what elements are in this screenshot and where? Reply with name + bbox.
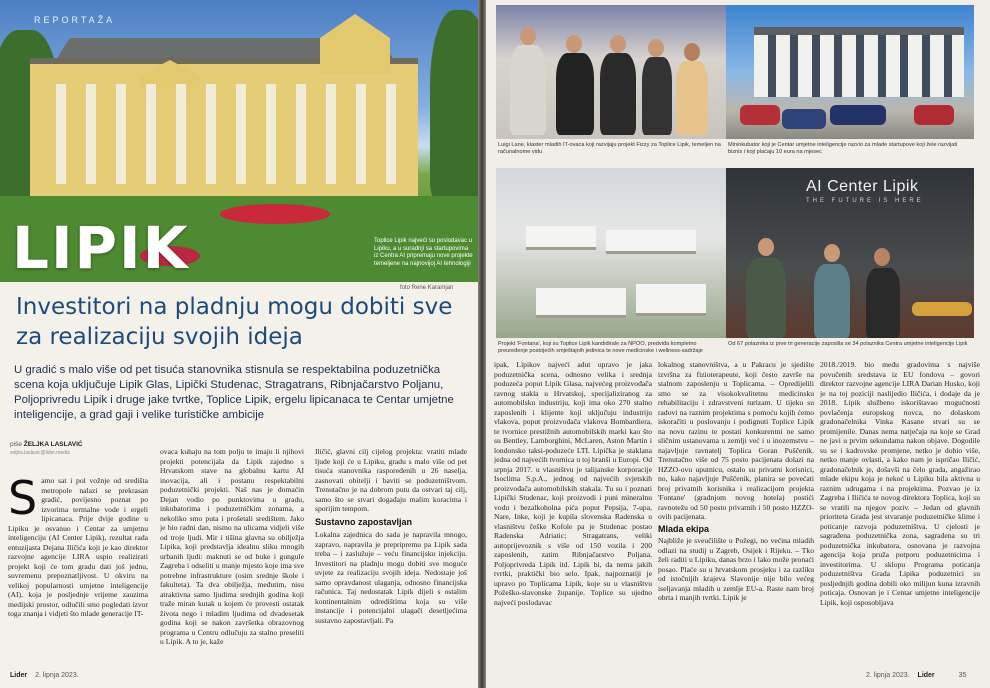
ai-center-slogan: THE FUTURE IS HERE — [806, 198, 924, 204]
person-head — [648, 39, 664, 57]
person-head — [758, 238, 774, 256]
render-building — [606, 230, 696, 254]
person — [866, 268, 900, 338]
render-building — [636, 284, 706, 316]
photo-it-team — [496, 5, 726, 139]
car — [914, 105, 954, 125]
photo-fontana-render — [496, 168, 726, 338]
footer-date: 2. lipnja 2023. — [35, 672, 79, 679]
person — [676, 61, 708, 135]
person-head — [566, 35, 582, 53]
person — [814, 264, 850, 338]
photo-caption: Od 67 polaznika iz prve tri generacije zaposlila se 34 polaznika Centra umjetne inteligencije Lipik — [728, 341, 968, 347]
subheading: Mlada ekipa — [658, 523, 710, 534]
body-text: Najbliže je sveučilište u Požegi, no većina mladih odlazi na studij u Zagreb, Osijek i Rijeku. – Tko želi raditi u Lipiku, danas brzo i lako može pronaći posao. Plaće su u hrvatskom prosjeku i za razliku od istočnijih krajeva Slavonije nije bilo većeg iseljavanja mladih u zemlje EU-a. Raste nam broj obrta i manjih tvrtki. Lipik je — [658, 536, 814, 602]
footer-right — [866, 672, 966, 679]
byline-author: ŽELJKA LASLAVIĆ — [23, 441, 83, 448]
render-building — [536, 288, 626, 318]
ai-center-title: AI Center Lipik — [806, 178, 919, 195]
person-head — [684, 43, 700, 61]
byline — [10, 441, 83, 448]
lede: U gradić s malo više od pet tisuća stanovnika stisnula se respektabilna poduzetnička scena koja uključuje Lipik Glas, Lipički Studenac, Stragatrans, Ribnjačarstvo Poljanu, Poljoprivredu Lipik i druge jake tvrtke, Toplice Lipik, ergelu lipicanaca te Centar umjetne inteligencije, a grad gaji i velike turističke ambicije — [14, 364, 454, 421]
person — [510, 45, 546, 135]
person-head — [610, 35, 626, 53]
body-text: ipak, Lipikov najveći adut upravo je jaka poduzetnička scena, odnosno velika i srednja poduzeća poput Lipik Glasa, najvećeg proizvođača ravnog stakla u Hrvatskoj, specijaliziranog za automobilsku industriju, koji ima oko 270 stalno zaposlenih i klijente koji uključuju industriju vlakova, poput proizvođača vlakova Bombardiera, te tvornice prestižnih automobilskih marki kao što su Bentley, Lamborghini, McLaren, Aston Martin i londonsko taksi-poduzeće LTI. Lipička je staklana jedna od najvećih tvornica u toj branši u Europi. Od srpnja 2017. u vlasništvu je talijanske korporacije Isoclima S.p.A., jednog od najvećih svjetskih proizvođača automobilskih stakala. Tu su i poznati Lipički Studenac, koji proizvodi i puni mineralnu vodu i bezalkoholna pića poput Pepsija, 7-upa, Nare, Inke, koji je kupila slovenska Radenska u vlasništvu češke Kofole pa je Studenac postao Radenska Adriatic; Stragatrans, veliki autoprijevoznik s više od 150 vozila i 200 zaposlenih, zatim Ribnjačarstvo Poljana, Poljoprivreda Lipik itd. Lipik bi, da nema jakih tvrtki, praktički bio selo. Ipak, najpoznatiji je upravo po Toplicama Lipik, koje su u vlasništvu Požeško-slavonske županije. Toplice su ujedno najveći poslodavac — [494, 360, 652, 607]
photo-caption: Projekt 'Fontana', koji su Toplice Lipik kandidirale za NPOO, predviđa kompletno preuređenje postojećih smještajnih jedinica te nove medicinske i wellness-sadržaje — [498, 341, 703, 354]
building — [754, 27, 964, 97]
drop-cap: S — [8, 476, 38, 525]
person — [746, 258, 786, 338]
photo-mini-incubator — [726, 5, 974, 139]
body-column-6 — [820, 360, 980, 670]
building-tower — [320, 14, 390, 74]
body-text: ovaca kuhaju na tom polju te imaju li njihovi projekti potencijala da Lipik zajedno s Hrvatskom stave na globalnu kartu AI inovacija, ali i postanu respektabilni poduzetnički projekti. Naš nas je domaćin Dejan vodio po punktovima u gradu, inkubatorima i poduzetničkim zonama, a nekoliko smo puta i prošetali središtem. Jako je bio radni dan, nismo na ulicama vidjeli više od troje ljudi. Mir i tišina glavna su obilježja Lipika, koji predstavlja idealnu sliku mnogih urbanih ljudi: maknuti se od buke i gungule Zagreba i odseliti u manje mjesto koje ima sve potrebne infrastrukture (osim srednje škole i fakulteta). Ta dva obilježja, međutim, nisu atraktivna samo ljudima srednjih godina koji traže miran kutak u kojem će provesti ostatak života nego i mladim ljudima od dvadesetak godina koji se nakon završetka obrazovnog programa u Centru odlučuju za stalno preseliti u Lipik. A to je, kaže — [160, 447, 304, 646]
photo-caption: Luigi Lane, klaster mladih IT-ovaca koji razvijaju projekt Fizzy za Toplice Lipik, temeljen na računalnome vidu — [498, 142, 721, 155]
windows — [44, 84, 404, 184]
photo-credit: foto Rene Karamjan — [400, 285, 454, 291]
tree — [430, 10, 478, 200]
body-column-3 — [315, 447, 467, 669]
page-number: 35 — [958, 672, 967, 679]
body-text: Iličić, glavni cilj cijelog projekta: vratiti mlade ljude koji će u Lipiku, gradu s malo više od pet tisuća stanovnika raspoređenih u 26 naselja, zasnovati obitelji i baviti se poduzetništvom. Trenutačno je na dobrom putu da ostvari taj cilj, samo što se stvari događaju malim koracima i sporijim tempom. — [315, 447, 467, 513]
body-column-2 — [160, 447, 304, 669]
car — [782, 109, 826, 129]
person — [642, 57, 672, 135]
footer-left — [10, 672, 79, 679]
body-text: lokalnog stanovništva, a u Pakracu je sjedište izvršna za fizioterapeute, koji često završe na stalnom zaposlenju u Toplicama. – Opredijelili smo se za visokokvalitetnu medicinsku rehabilitaciju i zdravstveni turizam. U tijeku su radovi na raznim projektima s pomoću kojih ćemo iskoračiti u poslovanju i podignuti Toplice Lipik na novu razinu te postati konkurentni ne samo sličnim ustanovama u zemlji već i u inozemstvu – najavljuje ravnatelj Toplica Goran Puščenik. Trenutačno više od 75 posto pacijenata dolazi na HZZO-ovu uputnicu, ostalo su privatni korisnici, no, kako najavljuje Puščenik, planira se povećati broj privatnih korisnika i realizacijom projekta 'Fontane' (gradnjom novog hotela) postići ravnotežu od 50 posto privatnih i 50 posto HZZO-ovih pacijenata. — [658, 360, 814, 521]
car — [830, 105, 886, 125]
section-label: REPORTAŽA — [34, 15, 116, 25]
person-head — [824, 244, 840, 262]
body-column-1 — [8, 476, 148, 666]
person — [600, 53, 636, 135]
footer-date: 2. lipnja 2023. — [866, 672, 910, 679]
photo-ai-center — [726, 168, 974, 338]
person-head — [520, 27, 536, 45]
byline-email: zeljka.laslavic@lider.media — [10, 450, 70, 456]
flower-bed — [220, 204, 330, 224]
table — [912, 302, 972, 316]
spine — [478, 0, 486, 688]
right-page — [486, 0, 990, 688]
headline: Investitori na pladnju mogu dobiti sve za realizaciju svojih ideja — [16, 294, 453, 350]
body-text: Lokalna zajednica do sada je napravila mnogo, zapravo, napravila je prepripremu pa Lipik sada treba – i zaslužuje – veću financijsku injekciju. Investitori na pladnju mogu dobiti sve moguće uvjete za realizaciju svojih ideja. Nedostaje još samo opravdanost ulaganja, odnosno financijska računica. Taj nedostatak Lipik dijeli s ostalim kontinentalnim odredištima koja su više instancije i potencijalni ulagači desetljećima sustavno zapostavljali. Pa — [315, 530, 467, 625]
subheading: Sustavno zapostavljan — [315, 516, 413, 527]
article-title: LIPIK — [12, 214, 190, 282]
hero-caption: Toplice Lipik najveći su poslodavac u Lipiku, a u suradnji sa startupovima iz Centra AI pripremaju nove projekte temeljene na najnovijoj AI tehnologiji — [374, 238, 473, 267]
footer-brand: Lider — [10, 672, 28, 679]
person-head — [874, 248, 890, 266]
body-column-5 — [658, 360, 814, 670]
body-text: 2018./2019. bio među gradovima s najviše povučenih sredstava iz EU fondova – govori direktor razvojne agencije LIRA Darian Husko, koji je na toj poziciji naslijedio Iličića, i dodaje da je 2018. Lipik službeno iskorištavao mogućnosti povlačenja europskog novca, no dolaskom gradonačelnika Vinka Kasane stvari su se promijenile. Danas nema natječaja na koje se Grad ne javi u prvim sekundama nakon objave. Dogodile su se i kadrovske promjene, netko je dobio više, netko manje ovlasti, a kako nam je ispričao Iličić, gradonačelnik je, došavši na čelo grada, angažirao mlade ekipu koja je nekoć u Lipiku bila aktivna u raznim udrugama i na projektima. Pozvao je iz Zagreba i Iličića te novog direktora Toplica, koji su se vratili na njegov poziv. – Jedan od glavnih prioriteta Grada jest stvaranje poduzetničke klime i poticanje razvoja poduzetništva. U cjelosti je sagrađena poduzetnička zona, sagrađena su tri poduzetnička inkubatora, osnovana je razvojna agencija koja pruža potporu poduzetnicima i investitorima. U sklopu Programa poticanja poduzetništva Grada Lipika poduzetnici su posljednjih godina dobili oko milijun kuna izravnih poticaja. Osnovan je i Centar umjetne inteligencije Lipik, koji osposobljava — [820, 360, 980, 607]
hero-photo-toplice-lipik — [0, 0, 478, 282]
body-column-4 — [494, 360, 652, 670]
body-text: amo sat i pol vožnje od središta metropole nalazi se prekrasan gradić, povijesno poznat po izvorima termalne vode i ergeli lipicanaca. Prije dvije godine u Lipiku je osvanuo i Centar za umjetnu inteligenciju (AI Center Lipik), rezultat rada entuzijasta Dejana Iličića koji je kao direktor razvojne agencije LIRA uspio realizirati projekt koji će tom gradu dati još jednu, suvremenu prepoznatljivost. U okviru na velikoj popularnosti umjetne inteligencije (AI), koja je posljednje vrijeme zauzima medijski prostor, odlučili smo pogledati izvor toga znanja i vidjeti što mlade generacije IT- — [8, 476, 148, 618]
byline-label: piše — [10, 441, 22, 448]
car — [740, 105, 780, 125]
footer-brand: Lider — [917, 672, 935, 679]
left-page — [0, 0, 478, 688]
photo-caption: Mininkubator koji je Centar umjetne inteligencije razvio za mlade startupove koji žele razvijati biznis i koji plaćaju 10 eura na mjesec — [728, 142, 958, 155]
person — [556, 53, 594, 135]
render-building — [526, 226, 596, 250]
